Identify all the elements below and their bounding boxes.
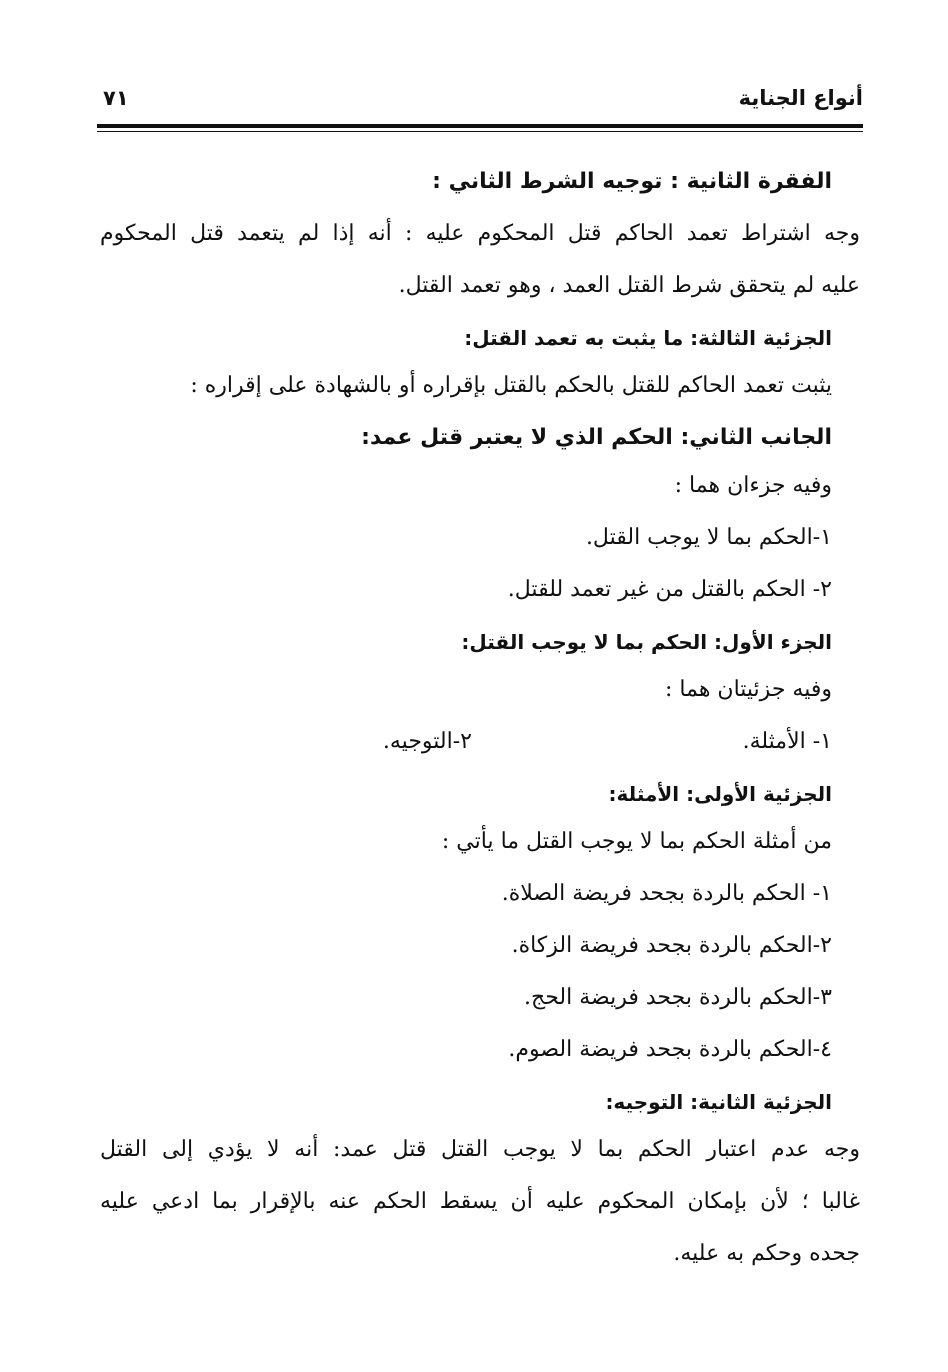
heading-subsection: الجزء الأول: الحكم بما لا يوجب القتل: [461,630,832,654]
paragraph-line: وفيه جزئيتان هما : [665,677,832,702]
page-body [100,160,860,1284]
heading-subsection: الجزئية الأولى: الأمثلة: [608,782,832,806]
list-item: ٢-التوجيه. [382,729,472,754]
heading-paragraph-two: الفقرة الثانية : توجيه الشرط الثاني : [432,169,832,194]
list-item: ٤-الحكم بالردة بجحد فريضة الصوم. [508,1037,832,1062]
inline-list [102,720,832,772]
list-item: ١-الحكم بما لا يوجب القتل. [585,525,832,550]
list-item: ٢-الحكم بالردة بجحد فريضة الزكاة. [511,933,832,958]
paragraph-line: وفيه جزءان هما : [674,473,832,498]
list-item: ١- الأمثلة. [742,729,832,754]
paragraph-line: يثبت تعمد الحاكم للقتل بالحكم بالقتل بإقراره أو بالشهادة على إقراره : [190,373,832,398]
paragraph-line: من أمثلة الحكم بما لا يوجب القتل ما يأتي : [441,829,832,854]
list-item: ٢- الحكم بالقتل من غير تعمد للقتل. [507,577,832,602]
header-rule-thin [97,131,863,132]
header-rule-thick [97,124,863,128]
paragraph-line: عليه لم يتحقق شرط القتل العمد ، وهو تعمد القتل. [398,273,860,298]
paragraph-line: وجه عدم اعتبار الحكم بما لا يوجب القتل قتل عمد: أنه لا يؤدي إلى القتل [100,1137,860,1162]
running-title: أنواع الجناية [738,86,863,110]
heading-subsection: الجزئية الثانية: التوجيه: [605,1090,832,1114]
paragraph-line: غالبا ؛ لأن بإمكان المحكوم عليه أن يسقط الحكم عنه بالإقرار بما ادعي عليه [100,1189,860,1214]
page-header [97,84,863,124]
paragraph-line: وجه اشتراط تعمد الحاكم قتل المحكوم عليه : أنه إذا لم يتعمد قتل المحكوم [100,221,860,246]
list-item: ٣-الحكم بالردة بجحد فريضة الحج. [524,985,832,1010]
list-item: ١- الحكم بالردة بجحد فريضة الصلاة. [501,881,832,906]
heading-subsection: الجزئية الثالثة: ما يثبت به تعمد القتل: [464,326,832,350]
paragraph-line: جحده وحكم به عليه. [673,1241,860,1266]
heading-section: الجانب الثاني: الحكم الذي لا يعتبر قتل عمد: [361,425,832,450]
page-number: ٧١ [103,86,129,110]
